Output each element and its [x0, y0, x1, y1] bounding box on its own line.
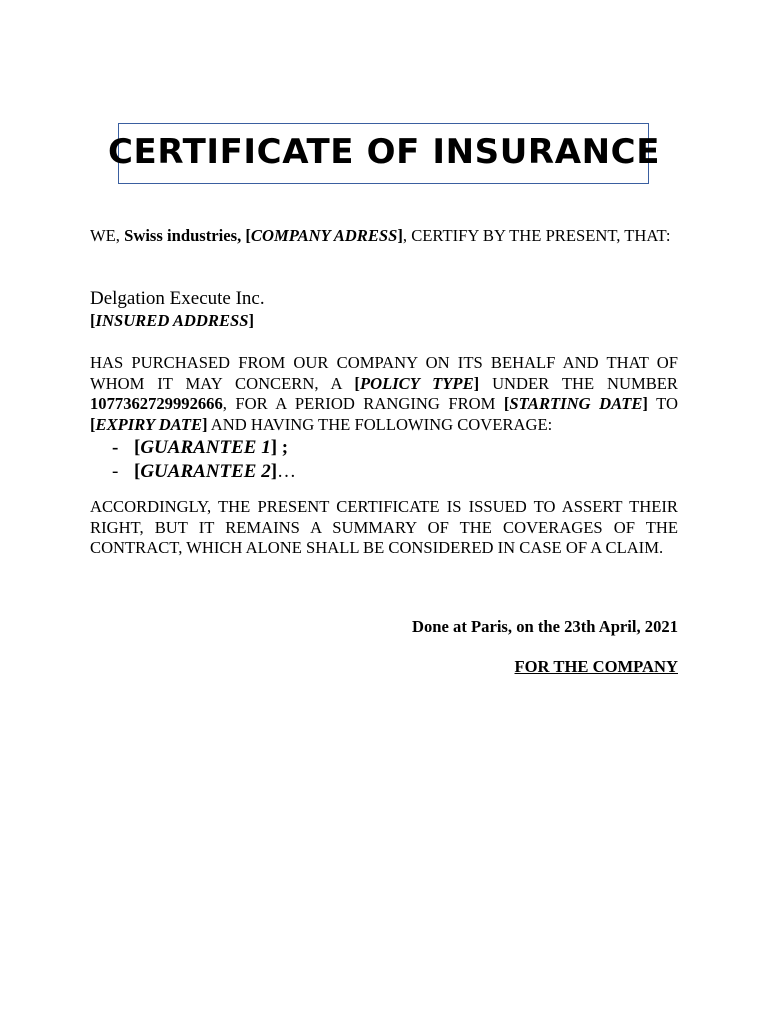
company-address: COMPANY ADRESS: [250, 226, 398, 245]
intro-paragraph: [90, 226, 678, 247]
guarantee-open: [: [134, 437, 141, 458]
guarantee-open: [: [134, 461, 141, 482]
policy-number: 1077362729992666: [90, 394, 223, 414]
starting-date-close: ]: [642, 394, 648, 414]
guarantee-label: GUARANTEE 1: [140, 437, 271, 458]
purchase-paragraph: [90, 353, 678, 435]
guarantee-label: GUARANTEE 2: [140, 461, 271, 482]
insured-name: Delgation Execute Inc.: [90, 288, 265, 309]
guarantee-item: [112, 460, 296, 484]
company-name: Swiss industries, [: [124, 226, 251, 245]
starting-date: STARTING DATE: [509, 394, 643, 414]
guarantee-suffix: …: [277, 461, 297, 482]
document-title: CERTIFICATE OF INSURANCE: [107, 132, 661, 172]
done-at-line: Done at Paris, on the 23th April, 2021: [412, 617, 678, 636]
intro-we: WE,: [90, 226, 125, 245]
purchase-text-1: HAS PURCHASED FROM OUR COMPANY ON ITS BEHALF AND THAT OF WHOM IT MAY CONCERN, A: [90, 353, 678, 393]
intro-certify: , CERTIFY BY THE PRESENT, THAT:: [402, 226, 671, 245]
purchase-text-3: , FOR A PERIOD RANGING FROM: [222, 394, 504, 414]
expiry-date-open: [: [90, 414, 96, 434]
for-the-company: FOR THE COMPANY: [514, 657, 678, 676]
expiry-date-close: ]: [202, 414, 208, 434]
list-dash: -: [112, 437, 119, 458]
policy-type: POLICY TYPE: [359, 373, 474, 393]
company-address-close: ]: [397, 226, 403, 245]
purchase-text-5: AND HAVING THE FOLLOWING COVERAGE:: [207, 414, 553, 434]
insured-address-close: ]: [248, 311, 254, 330]
purchase-text-4: TO: [647, 394, 678, 414]
policy-open: [: [354, 373, 360, 393]
expiry-date: EXPIRY DATE: [95, 414, 203, 434]
guarantee-list: [112, 436, 296, 484]
list-dash: -: [112, 461, 119, 482]
insured-address-line: [90, 311, 254, 331]
purchase-text-2: UNDER THE NUMBER: [479, 373, 678, 393]
guarantee-close: ]: [270, 461, 278, 482]
guarantee-item: [112, 436, 296, 460]
policy-close: ]: [473, 373, 480, 393]
guarantee-close: ] ;: [270, 437, 289, 458]
insured-address: INSURED ADDRESS: [95, 311, 249, 330]
insured-address-open: [: [90, 311, 96, 330]
closing-paragraph: ACCORDINGLY, THE PRESENT CERTIFICATE IS ISSUED TO ASSERT THEIR RIGHT, BUT IT REMAINS A SUMMARY OF THE COVERAGES OF THE CONTRACT, WHICH ALONE SHALL BE CONSIDERED IN CASE OF A CLAIM.: [90, 497, 678, 558]
starting-date-open: [: [503, 394, 510, 414]
